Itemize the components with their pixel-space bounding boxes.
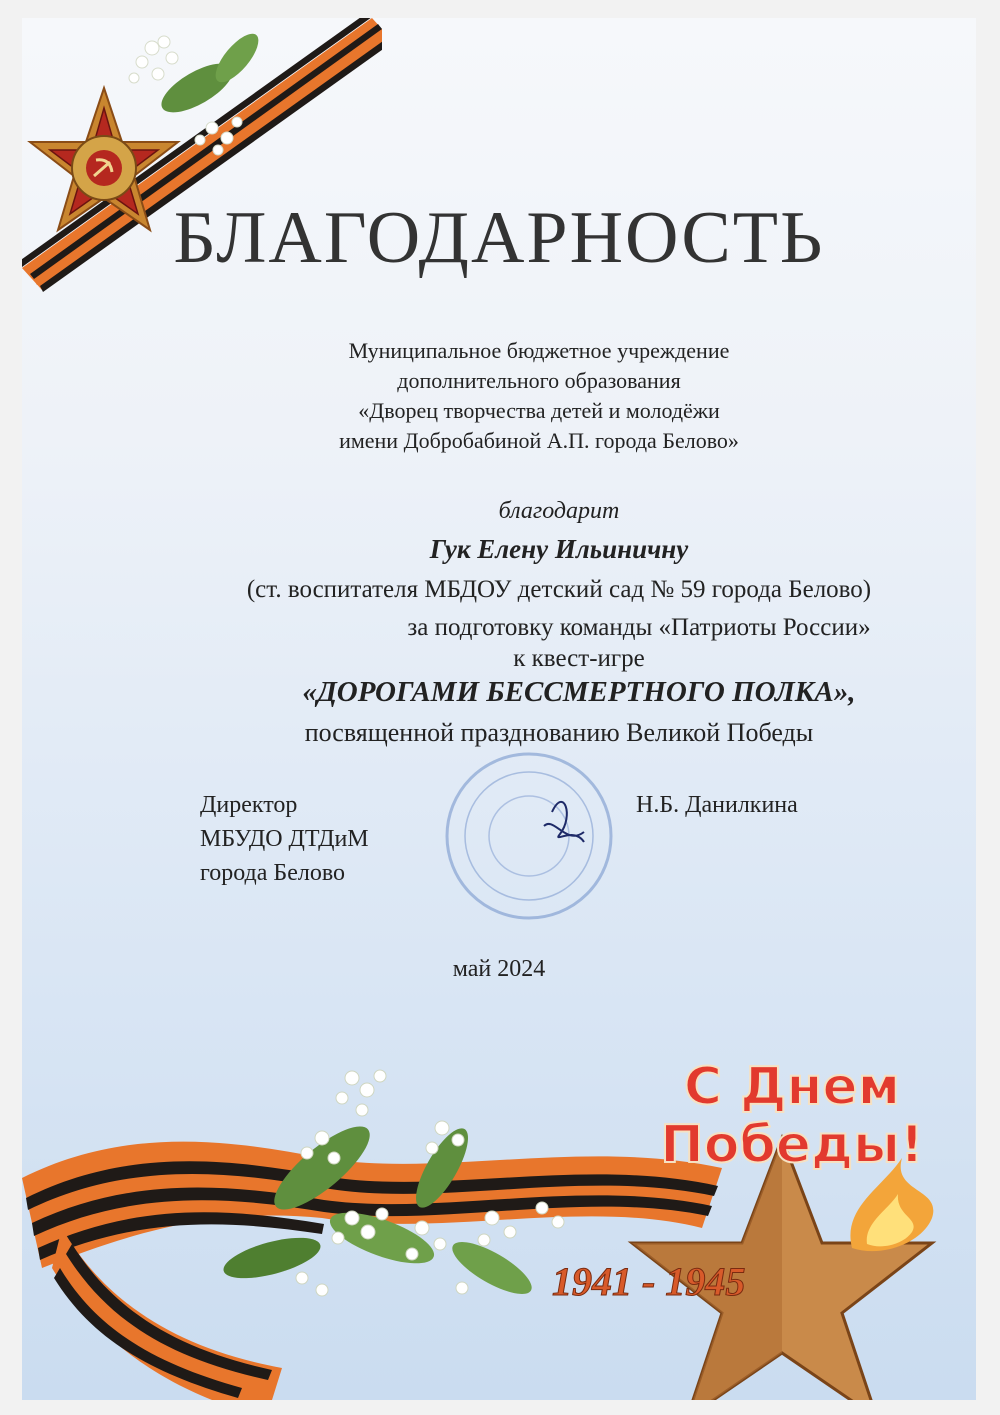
victory-line: С Днем [683,1057,901,1117]
organization-line: имени Добробабиной А.П. города Белово» [339,428,739,453]
signatory-name: Н.Б. Данилкина [636,792,798,818]
reason-line: к квест-игре [513,645,645,672]
organization-block [22,336,976,456]
reason-line: за подготовку команды «Патриоты России» [407,614,871,641]
victory-greeting [622,1058,962,1174]
official-stamp [434,746,624,926]
signature-scribble [544,802,584,842]
issue-date: май 2024 [452,956,546,982]
organization-line: Муниципальное бюджетное учреждение [348,338,730,363]
signatory-title [200,788,369,890]
signatory-title-line: города Белово [200,860,345,886]
dedication-line: посвященной празднованию Великой Победы [304,718,814,747]
organization-line: дополнительного образования [397,368,681,393]
war-years: 1941 - 1945 [552,1259,746,1304]
thanks-verb: благодарит [498,498,620,524]
certificate-title: БЛАГОДАРНОСТЬ [173,197,825,279]
recipient-name: Гук Елену Ильиничну [429,534,689,564]
organization-line: «Дворец творчества детей и молодёжи [358,398,720,423]
victory-line: Победы! [660,1115,924,1175]
recipient-position: (ст. воспитателя МБДОУ детский сад № 59 города Белово) [246,576,872,603]
event-name: «ДОРОГАМИ БЕССМЕРТНОГО ПОЛКА», [302,676,856,708]
signatory-title-line: Директор [200,792,298,818]
certificate-sheet [22,18,976,1400]
signatory-title-line: МБУДО ДТДиМ [200,826,369,852]
